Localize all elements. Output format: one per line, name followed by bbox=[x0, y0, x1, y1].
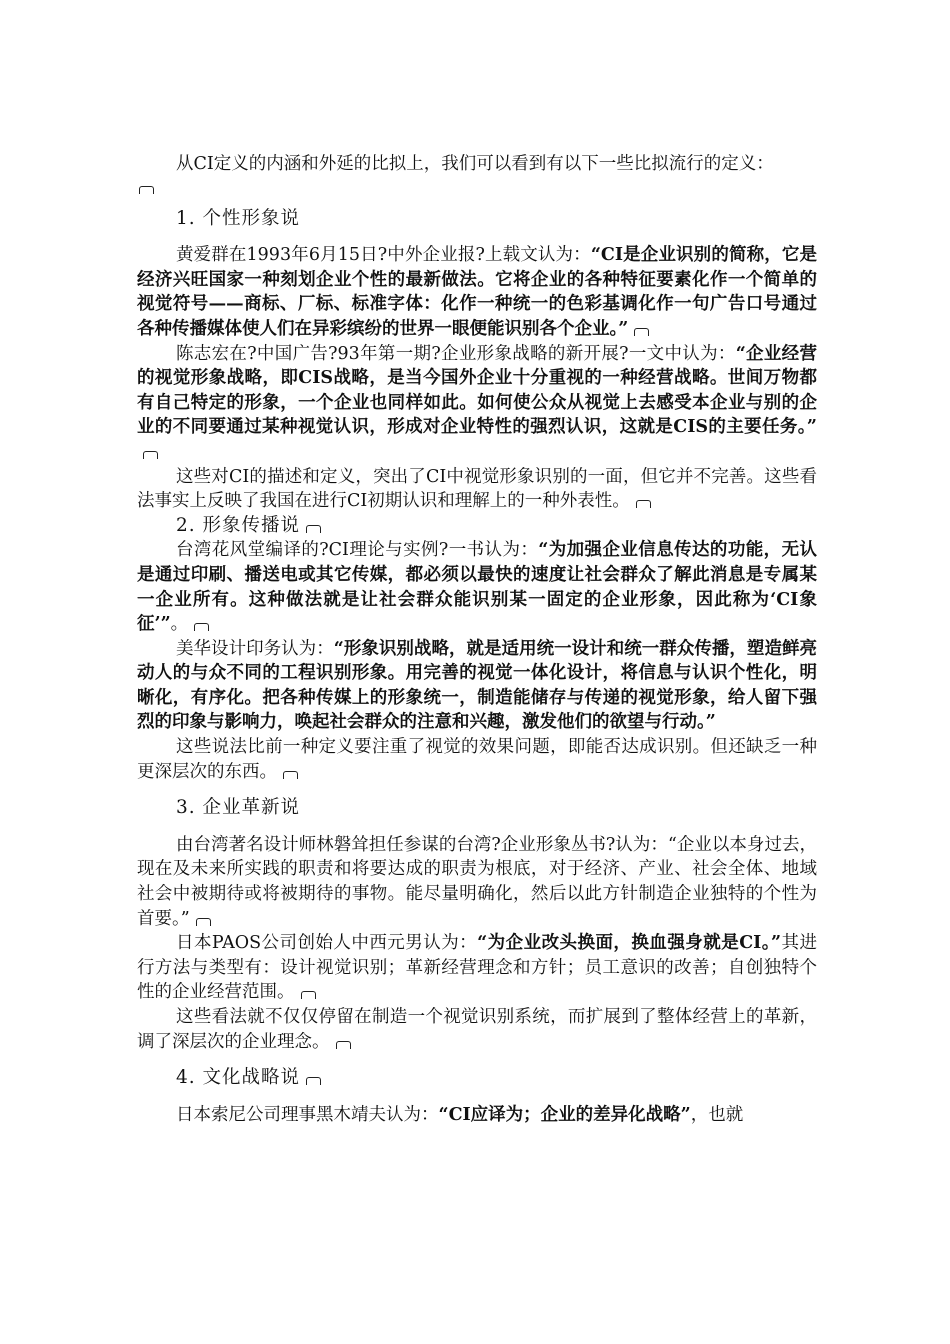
paragraph-mark-icon bbox=[301, 991, 316, 999]
commentary-paragraph-3: 这些看法就不仅仅停留在制造一个视觉识别系统，而扩展到了整体经营上的革新，调了深层次的企业理念。 bbox=[137, 1007, 817, 1052]
quote-text: “形象识别战略，就是适用统一设计和统一群众传播，塑造鲜亮动人的与众不同的工程识别形象。用完善的视觉一体化设计，将信息与认识个性化，明晰化，有序化。把各种传媒上的形象统一，制造能储存与传递的视觉形象，给人留下强烈的印象与影响力，唤起社会群众的注意和兴趣，激发他们的欲望与行动。” bbox=[137, 638, 817, 733]
section-heading-4: 4. 文化战略说 bbox=[137, 1066, 817, 1091]
commentary-paragraph-1: 这些对CI的描述和定义，突出了CI中视觉形象识别的一面，但它并不完善。这些看法事实上反映了我国在进行CI初期认识和理解上的一种外表性。 bbox=[137, 466, 817, 512]
definition-paragraph-3: 台湾花风堂编译的?CI理论与实例?一书认为：“为加强企业信息传达的功能，无认是通过印刷、播送电或其它传媒，都必须以最快的速度让社会群众了解此消息是专属某一企业所有。这种做法就是让社会群众能识别某一固定的企业形象，因此称为‘CI象征’”。 bbox=[137, 540, 817, 635]
paragraph-mark-icon bbox=[306, 525, 321, 533]
definition-paragraph-7: 日本索尼公司理事黑木靖夫认为：“CI应译为；企业的差异化战略”，也就 bbox=[176, 1104, 744, 1125]
definition-paragraph-1: 黄爱群在1993年6月15日?中外企业报?上载文认为：“CI是企业识别的简称，它是经济兴旺国家一种刻划企业个性的最新做法。它将企业的各种特征要素化作一个简单的视觉符号——商标、厂标、标准字体：化作一种统一的色彩基调化作一句广告口号通过各种传播媒体使人们在异彩缤纷的世界一眼便能识别各个企业。” bbox=[137, 245, 817, 339]
paragraph-mark-icon bbox=[636, 500, 651, 508]
paragraph-mark-icon bbox=[137, 177, 817, 195]
paragraph-mark-icon bbox=[634, 328, 649, 336]
paragraph-mark-icon bbox=[336, 1041, 351, 1049]
section-heading-1: 1. 个性形象说 bbox=[176, 207, 301, 229]
quote-text: “为加强企业信息传达的功能，无认是通过印刷、播送电或其它传媒，都必须以最快的速度让社会群众了解此消息是专属某一企业所有。这种做法就是让社会群众能识别某一固定的企业形象，因此称为‘CI象征’” bbox=[137, 540, 817, 635]
intro-text: 从CI定义的内涵和外延的比拟上，我们可以看到有以下一些比拟流行的定义： bbox=[176, 154, 774, 174]
definition-paragraph-2: 陈志宏在?中国广告?93年第一期?企业形象战略的新开展?一文中认为：“企业经营的视觉形象战略，即CIS战略，是当今国外企业十分重视的一种经营战略。世间万物都有自己特定的形象，一个企业也同样如此。如何使公众从视觉上去感受本企业与别的企业的不同要通过某种视觉认识，形成对企业特性的强烈认识，这就是CIS的主要任务。” bbox=[137, 342, 817, 465]
commentary-paragraph-2: 这些说法比前一种定义要注重了视觉的效果问题，即能否达成识别。但还缺乏一种更深层次的东西。 bbox=[137, 737, 817, 782]
definition-paragraph-6: 日本PAOS公司创始人中西元男认为：“为企业改头换面，换血强身就是CI。”其进行方法与类型有：设计视觉识别；革新经营理念和方针；员工意识的改善；自创独特个性的企业经营范围。 bbox=[137, 933, 817, 1003]
intro-paragraph bbox=[137, 152, 817, 177]
paragraph-mark-icon bbox=[306, 1077, 321, 1085]
quote-text: “为企业改头换面，换血强身就是CI。” bbox=[477, 933, 782, 954]
section-heading-2: 2. 形象传播说 bbox=[137, 514, 817, 539]
quote-text: “企业经营的视觉形象战略，即CIS战略，是当今国外企业十分重视的一种经营战略。世间万物都有自己特定的形象，一个企业也同样如此。如何使公众从视觉上去感受本企业与别的企业的不同要通过某种视觉认识，形成对企业特性的强烈认识，这就是CIS的主要任务。” bbox=[137, 343, 817, 438]
paragraph-mark-icon bbox=[143, 451, 158, 459]
paragraph-mark-icon bbox=[194, 623, 209, 631]
quote-text: “CI应译为；企业的差异化战略” bbox=[438, 1104, 691, 1125]
section-heading-3: 3. 企业革新说 bbox=[176, 797, 301, 819]
paragraph-mark-icon bbox=[283, 771, 298, 779]
definition-paragraph-5: 由台湾著名设计师林磐耸担任参谋的台湾?企业形象丛书?认为：“企业以本身过去，现在及未来所实践的职责和将要达成的职责为根底，对于经济、产业、社会全体、地域社会中被期待或将被期待的事物。能尽量明确化，然后以此方针制造企业独特的个性为首要。” bbox=[137, 834, 817, 929]
definition-paragraph-4: 美华设计印务认为：“形象识别战略，就是适用统一设计和统一群众传播，塑造鲜亮动人的与众不同的工程识别形象。用完善的视觉一体化设计，将信息与认识个性化，明晰化，有序化。把各种传媒上的形象统一，制造能储存与传递的视觉形象，给人留下强烈的印象与影响力，唤起社会群众的注意和兴趣，激发他们的欲望与行动。” bbox=[137, 638, 817, 733]
quote-text: “CI是企业识别的简称，它是经济兴旺国家一种刻划企业个性的最新做法。它将企业的各种特征要素化作一个简单的视觉符号——商标、厂标、标准字体：化作一种统一的色彩基调化作一句广告口号通过各种传播媒体使人们在异彩缤纷的世界一眼便能识别各个企业。” bbox=[137, 245, 817, 339]
document-page bbox=[137, 152, 817, 1127]
paragraph-mark-icon bbox=[196, 918, 211, 926]
